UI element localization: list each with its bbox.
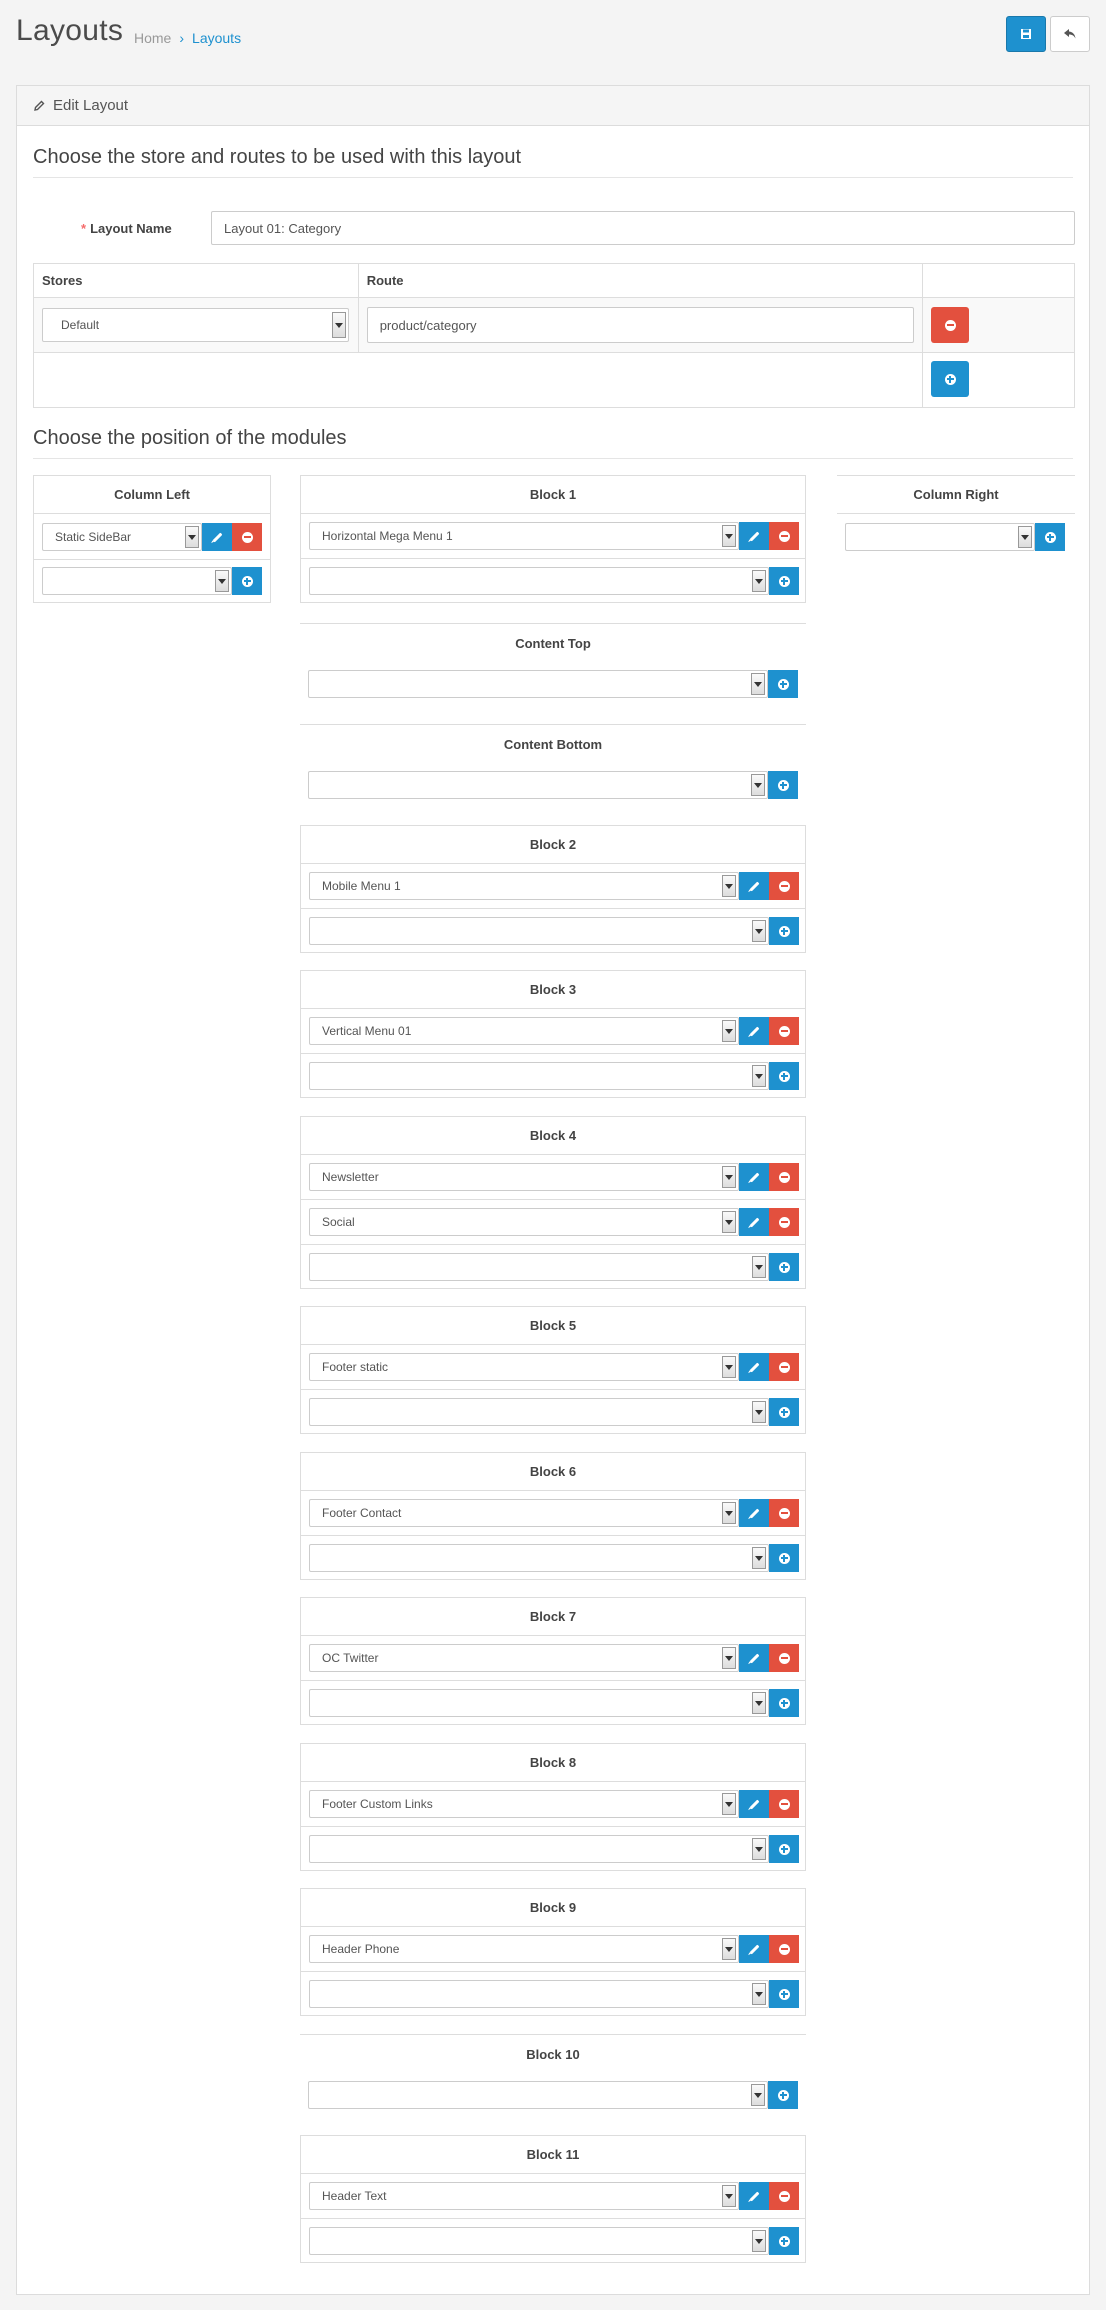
block-title: Block 4 <box>301 1117 805 1155</box>
edit-module-button[interactable] <box>739 1935 769 1963</box>
edit-module-button[interactable] <box>739 522 769 550</box>
chevron-down-icon <box>722 1938 736 1960</box>
remove-module-button[interactable] <box>769 872 799 900</box>
table-row <box>34 298 1075 353</box>
remove-module-button[interactable] <box>769 1644 799 1672</box>
minus-circle-icon <box>242 532 253 543</box>
remove-module-button[interactable] <box>769 1017 799 1045</box>
chevron-down-icon <box>185 526 199 548</box>
block-title: Block 2 <box>301 826 805 864</box>
reply-icon <box>1063 28 1077 40</box>
add-module-button[interactable] <box>769 1544 799 1572</box>
add-module-button[interactable] <box>769 2227 799 2255</box>
add-module-row <box>301 1972 805 2017</box>
add-module-button[interactable] <box>768 670 798 698</box>
module-select[interactable] <box>308 670 768 698</box>
edit-layout-panel <box>16 85 1090 2295</box>
back-button[interactable] <box>1050 16 1090 52</box>
breadcrumb-separator: › <box>179 30 185 46</box>
plus-circle-icon <box>778 679 789 690</box>
edit-module-button[interactable] <box>739 1208 769 1236</box>
position-block10 <box>300 2034 806 2117</box>
module-row <box>301 514 805 559</box>
module-row <box>301 1782 805 1827</box>
block-title: Column Right <box>837 476 1075 514</box>
edit-module-button[interactable] <box>739 1353 769 1381</box>
page-header <box>0 0 1106 80</box>
module-row <box>301 2174 805 2219</box>
chevron-down-icon <box>751 774 765 796</box>
module-select[interactable] <box>309 1062 769 1090</box>
block-title: Block 3 <box>301 971 805 1009</box>
chevron-down-icon <box>752 2230 766 2252</box>
module-select[interactable] <box>309 1398 769 1426</box>
block-title: Block 1 <box>301 476 805 514</box>
module-row <box>301 1155 805 1200</box>
panel-heading <box>17 86 1089 126</box>
chevron-down-icon <box>332 312 346 338</box>
chevron-down-icon <box>722 1502 736 1524</box>
module-select[interactable] <box>845 523 1035 551</box>
module-select[interactable] <box>309 872 739 900</box>
pencil-icon <box>33 100 45 112</box>
plus-circle-icon <box>945 374 956 385</box>
module-select[interactable] <box>309 1499 739 1527</box>
chevron-down-icon <box>752 1983 766 2005</box>
add-module-button[interactable] <box>1035 523 1065 551</box>
chevron-down-icon <box>722 1793 736 1815</box>
chevron-down-icon <box>752 1838 766 1860</box>
module-row <box>34 514 270 560</box>
module-select[interactable] <box>309 1935 739 1963</box>
plus-circle-icon <box>779 1262 790 1273</box>
remove-module-button[interactable] <box>769 1499 799 1527</box>
module-row <box>301 1345 805 1390</box>
plus-circle-icon <box>779 2236 790 2247</box>
remove-route-button[interactable] <box>931 307 969 343</box>
module-select-value: Vertical Menu 01 <box>322 1024 412 1038</box>
block-title: Block 5 <box>301 1307 805 1345</box>
minus-circle-icon <box>779 531 790 542</box>
add-module-button[interactable] <box>769 1253 799 1281</box>
block-title: Block 7 <box>301 1598 805 1636</box>
plus-circle-icon <box>779 1407 790 1418</box>
position-column-right <box>837 475 1075 559</box>
plus-circle-icon <box>242 576 253 587</box>
remove-module-button[interactable] <box>769 1163 799 1191</box>
module-select[interactable] <box>309 2227 769 2255</box>
required-mark: * <box>81 221 87 236</box>
position-content-top <box>300 623 806 706</box>
add-module-row <box>301 2219 805 2264</box>
edit-module-button[interactable] <box>739 1499 769 1527</box>
module-select-value: Footer static <box>322 1360 389 1374</box>
module-select-value: Mobile Menu 1 <box>322 879 401 893</box>
table-row <box>34 353 1075 408</box>
panel-heading-text: Edit Layout <box>53 97 129 114</box>
add-module-button[interactable] <box>768 771 798 799</box>
page-title: Layouts <box>16 14 124 47</box>
position-block3 <box>300 970 806 1098</box>
minus-circle-icon <box>945 320 956 331</box>
col-action <box>923 264 1075 298</box>
add-module-row <box>34 560 270 604</box>
layout-name-input[interactable]: Layout 01: Category <box>211 211 1075 245</box>
save-button[interactable] <box>1006 16 1046 52</box>
module-select-value: Footer Contact <box>322 1506 402 1520</box>
plus-circle-icon <box>779 1698 790 1709</box>
chevron-down-icon <box>752 920 766 942</box>
chevron-down-icon <box>752 1547 766 1569</box>
plus-circle-icon <box>779 1071 790 1082</box>
position-block7 <box>300 1597 806 1725</box>
breadcrumb <box>134 30 241 46</box>
module-select-value: Social <box>322 1215 355 1229</box>
remove-module-button[interactable] <box>769 1935 799 1963</box>
chevron-down-icon <box>1018 526 1032 548</box>
remove-module-button[interactable] <box>769 1790 799 1818</box>
block-title: Block 9 <box>301 1889 805 1927</box>
minus-circle-icon <box>779 1944 790 1955</box>
add-module-row <box>300 2073 806 2118</box>
module-select-value: Static SideBar <box>55 530 132 544</box>
add-module-row <box>301 1827 805 1872</box>
plus-circle-icon <box>779 1844 790 1855</box>
module-select[interactable] <box>309 1017 739 1045</box>
module-select[interactable] <box>309 1980 769 2008</box>
col-route: Route <box>358 264 922 298</box>
plus-circle-icon <box>778 2090 789 2101</box>
module-select-value: Header Phone <box>322 1942 400 1956</box>
module-row <box>301 1200 805 1245</box>
add-module-button[interactable] <box>769 1062 799 1090</box>
module-select[interactable] <box>309 522 739 550</box>
add-module-row <box>837 514 1075 560</box>
module-select[interactable] <box>309 567 769 595</box>
plus-circle-icon <box>779 576 790 587</box>
edit-module-button[interactable] <box>739 1163 769 1191</box>
layout-name-label-text: Layout Name <box>90 221 172 236</box>
pencil-icon <box>749 1944 759 1954</box>
edit-module-button[interactable] <box>739 1644 769 1672</box>
store-select[interactable] <box>42 308 349 342</box>
module-select[interactable] <box>42 523 202 551</box>
module-select[interactable] <box>309 1790 739 1818</box>
route-table <box>33 263 1075 408</box>
legend-modules: Choose the position of the modules <box>33 427 1073 459</box>
module-select[interactable] <box>308 771 768 799</box>
module-select[interactable] <box>309 1689 769 1717</box>
chevron-down-icon <box>722 525 736 547</box>
module-select-value: Footer Custom Links <box>322 1797 433 1811</box>
add-module-row <box>300 662 806 707</box>
add-module-row <box>301 1681 805 1726</box>
edit-module-button[interactable] <box>739 1017 769 1045</box>
add-route-button[interactable] <box>931 361 969 397</box>
pencil-icon <box>749 1172 759 1182</box>
add-module-row <box>301 1054 805 1099</box>
add-module-row <box>301 1390 805 1435</box>
block-title: Content Top <box>515 635 591 651</box>
pencil-icon <box>749 1217 759 1227</box>
minus-circle-icon <box>779 881 790 892</box>
block-title: Block 10 <box>526 2046 580 2062</box>
chevron-down-icon <box>752 1065 766 1087</box>
plus-circle-icon <box>779 926 790 937</box>
add-module-button[interactable] <box>769 1398 799 1426</box>
chevron-down-icon <box>752 570 766 592</box>
pencil-icon <box>749 1508 759 1518</box>
position-block9 <box>300 1888 806 2016</box>
chevron-down-icon <box>752 1401 766 1423</box>
chevron-down-icon <box>215 570 229 592</box>
module-select[interactable] <box>309 1353 739 1381</box>
remove-module-button[interactable] <box>769 522 799 550</box>
block-title: Column Left <box>34 476 270 514</box>
minus-circle-icon <box>779 1217 790 1228</box>
minus-circle-icon <box>779 1362 790 1373</box>
module-row <box>301 1927 805 1972</box>
position-block2 <box>300 825 806 953</box>
module-select[interactable] <box>42 567 232 595</box>
module-select[interactable] <box>309 1544 769 1572</box>
pencil-icon <box>749 1362 759 1372</box>
breadcrumb-layouts[interactable]: Layouts <box>192 30 242 46</box>
minus-circle-icon <box>779 1653 790 1664</box>
add-module-button[interactable] <box>769 917 799 945</box>
route-input[interactable]: product/category <box>367 307 914 343</box>
add-module-button[interactable] <box>232 567 262 595</box>
add-module-row <box>300 763 806 808</box>
layout-name-label <box>81 221 172 236</box>
remove-module-button[interactable] <box>769 1353 799 1381</box>
add-module-button[interactable] <box>769 1980 799 2008</box>
pencil-icon <box>749 1026 759 1036</box>
module-select-value: Header Text <box>322 2189 387 2203</box>
add-module-button[interactable] <box>768 2081 798 2109</box>
minus-circle-icon <box>779 1508 790 1519</box>
position-block6 <box>300 1452 806 1580</box>
breadcrumb-home[interactable]: Home <box>134 30 172 46</box>
block-title: Block 6 <box>301 1453 805 1491</box>
chevron-down-icon <box>722 1020 736 1042</box>
position-block8 <box>300 1743 806 1871</box>
pencil-icon <box>212 532 222 542</box>
plus-circle-icon <box>779 1989 790 2000</box>
block-title: Block 11 <box>301 2136 805 2174</box>
position-content-bottom <box>300 724 806 807</box>
module-row <box>301 1636 805 1681</box>
save-icon <box>1020 28 1032 40</box>
edit-module-button[interactable] <box>739 2182 769 2210</box>
edit-module-button[interactable] <box>739 872 769 900</box>
minus-circle-icon <box>779 1026 790 1037</box>
store-select-value: Default <box>61 318 100 332</box>
chevron-down-icon <box>752 1692 766 1714</box>
plus-circle-icon <box>778 780 789 791</box>
module-select[interactable] <box>309 1208 739 1236</box>
chevron-down-icon <box>722 1211 736 1233</box>
chevron-down-icon <box>722 1647 736 1669</box>
add-module-button[interactable] <box>769 1835 799 1863</box>
col-stores: Stores <box>34 264 359 298</box>
position-block1 <box>300 475 806 603</box>
module-select[interactable] <box>309 917 769 945</box>
pencil-icon <box>749 2191 759 2201</box>
chevron-down-icon <box>722 2185 736 2207</box>
minus-circle-icon <box>779 1799 790 1810</box>
module-row <box>301 1009 805 1054</box>
pencil-icon <box>749 1653 759 1663</box>
module-select-value: Newsletter <box>322 1170 379 1184</box>
module-select[interactable] <box>309 1253 769 1281</box>
add-module-row <box>301 559 805 604</box>
plus-circle-icon <box>1045 532 1056 543</box>
position-block4 <box>300 1116 806 1289</box>
remove-module-button[interactable] <box>769 1208 799 1236</box>
chevron-down-icon <box>722 1166 736 1188</box>
remove-module-button[interactable] <box>769 2182 799 2210</box>
module-select-value: OC Twitter <box>322 1651 379 1665</box>
chevron-down-icon <box>722 875 736 897</box>
position-column-left <box>33 475 271 603</box>
pencil-icon <box>749 881 759 891</box>
add-module-row <box>301 909 805 954</box>
pencil-icon <box>749 1799 759 1809</box>
block-title: Block 8 <box>301 1744 805 1782</box>
add-module-button[interactable] <box>769 1689 799 1717</box>
add-module-row <box>301 1245 805 1290</box>
module-row <box>301 864 805 909</box>
module-select-value: Horizontal Mega Menu 1 <box>322 529 453 543</box>
pencil-icon <box>749 531 759 541</box>
edit-module-button[interactable] <box>739 1790 769 1818</box>
minus-circle-icon <box>779 1172 790 1183</box>
module-select[interactable] <box>309 1163 739 1191</box>
module-select[interactable] <box>309 1644 739 1672</box>
add-module-row <box>301 1536 805 1581</box>
module-select[interactable] <box>309 1835 769 1863</box>
module-row <box>301 1491 805 1536</box>
plus-circle-icon <box>779 1553 790 1564</box>
module-select[interactable] <box>309 2182 739 2210</box>
position-block11 <box>300 2135 806 2263</box>
remove-module-button[interactable] <box>232 523 262 551</box>
minus-circle-icon <box>779 2191 790 2202</box>
edit-module-button[interactable] <box>202 523 232 551</box>
block-title: Content Bottom <box>503 736 603 752</box>
chevron-down-icon <box>752 1256 766 1278</box>
chevron-down-icon <box>722 1356 736 1378</box>
chevron-down-icon <box>751 673 765 695</box>
chevron-down-icon <box>751 2084 765 2106</box>
add-module-button[interactable] <box>769 567 799 595</box>
legend-routes: Choose the store and routes to be used with this layout <box>33 146 1073 178</box>
module-select[interactable] <box>308 2081 768 2109</box>
position-block5 <box>300 1306 806 1434</box>
